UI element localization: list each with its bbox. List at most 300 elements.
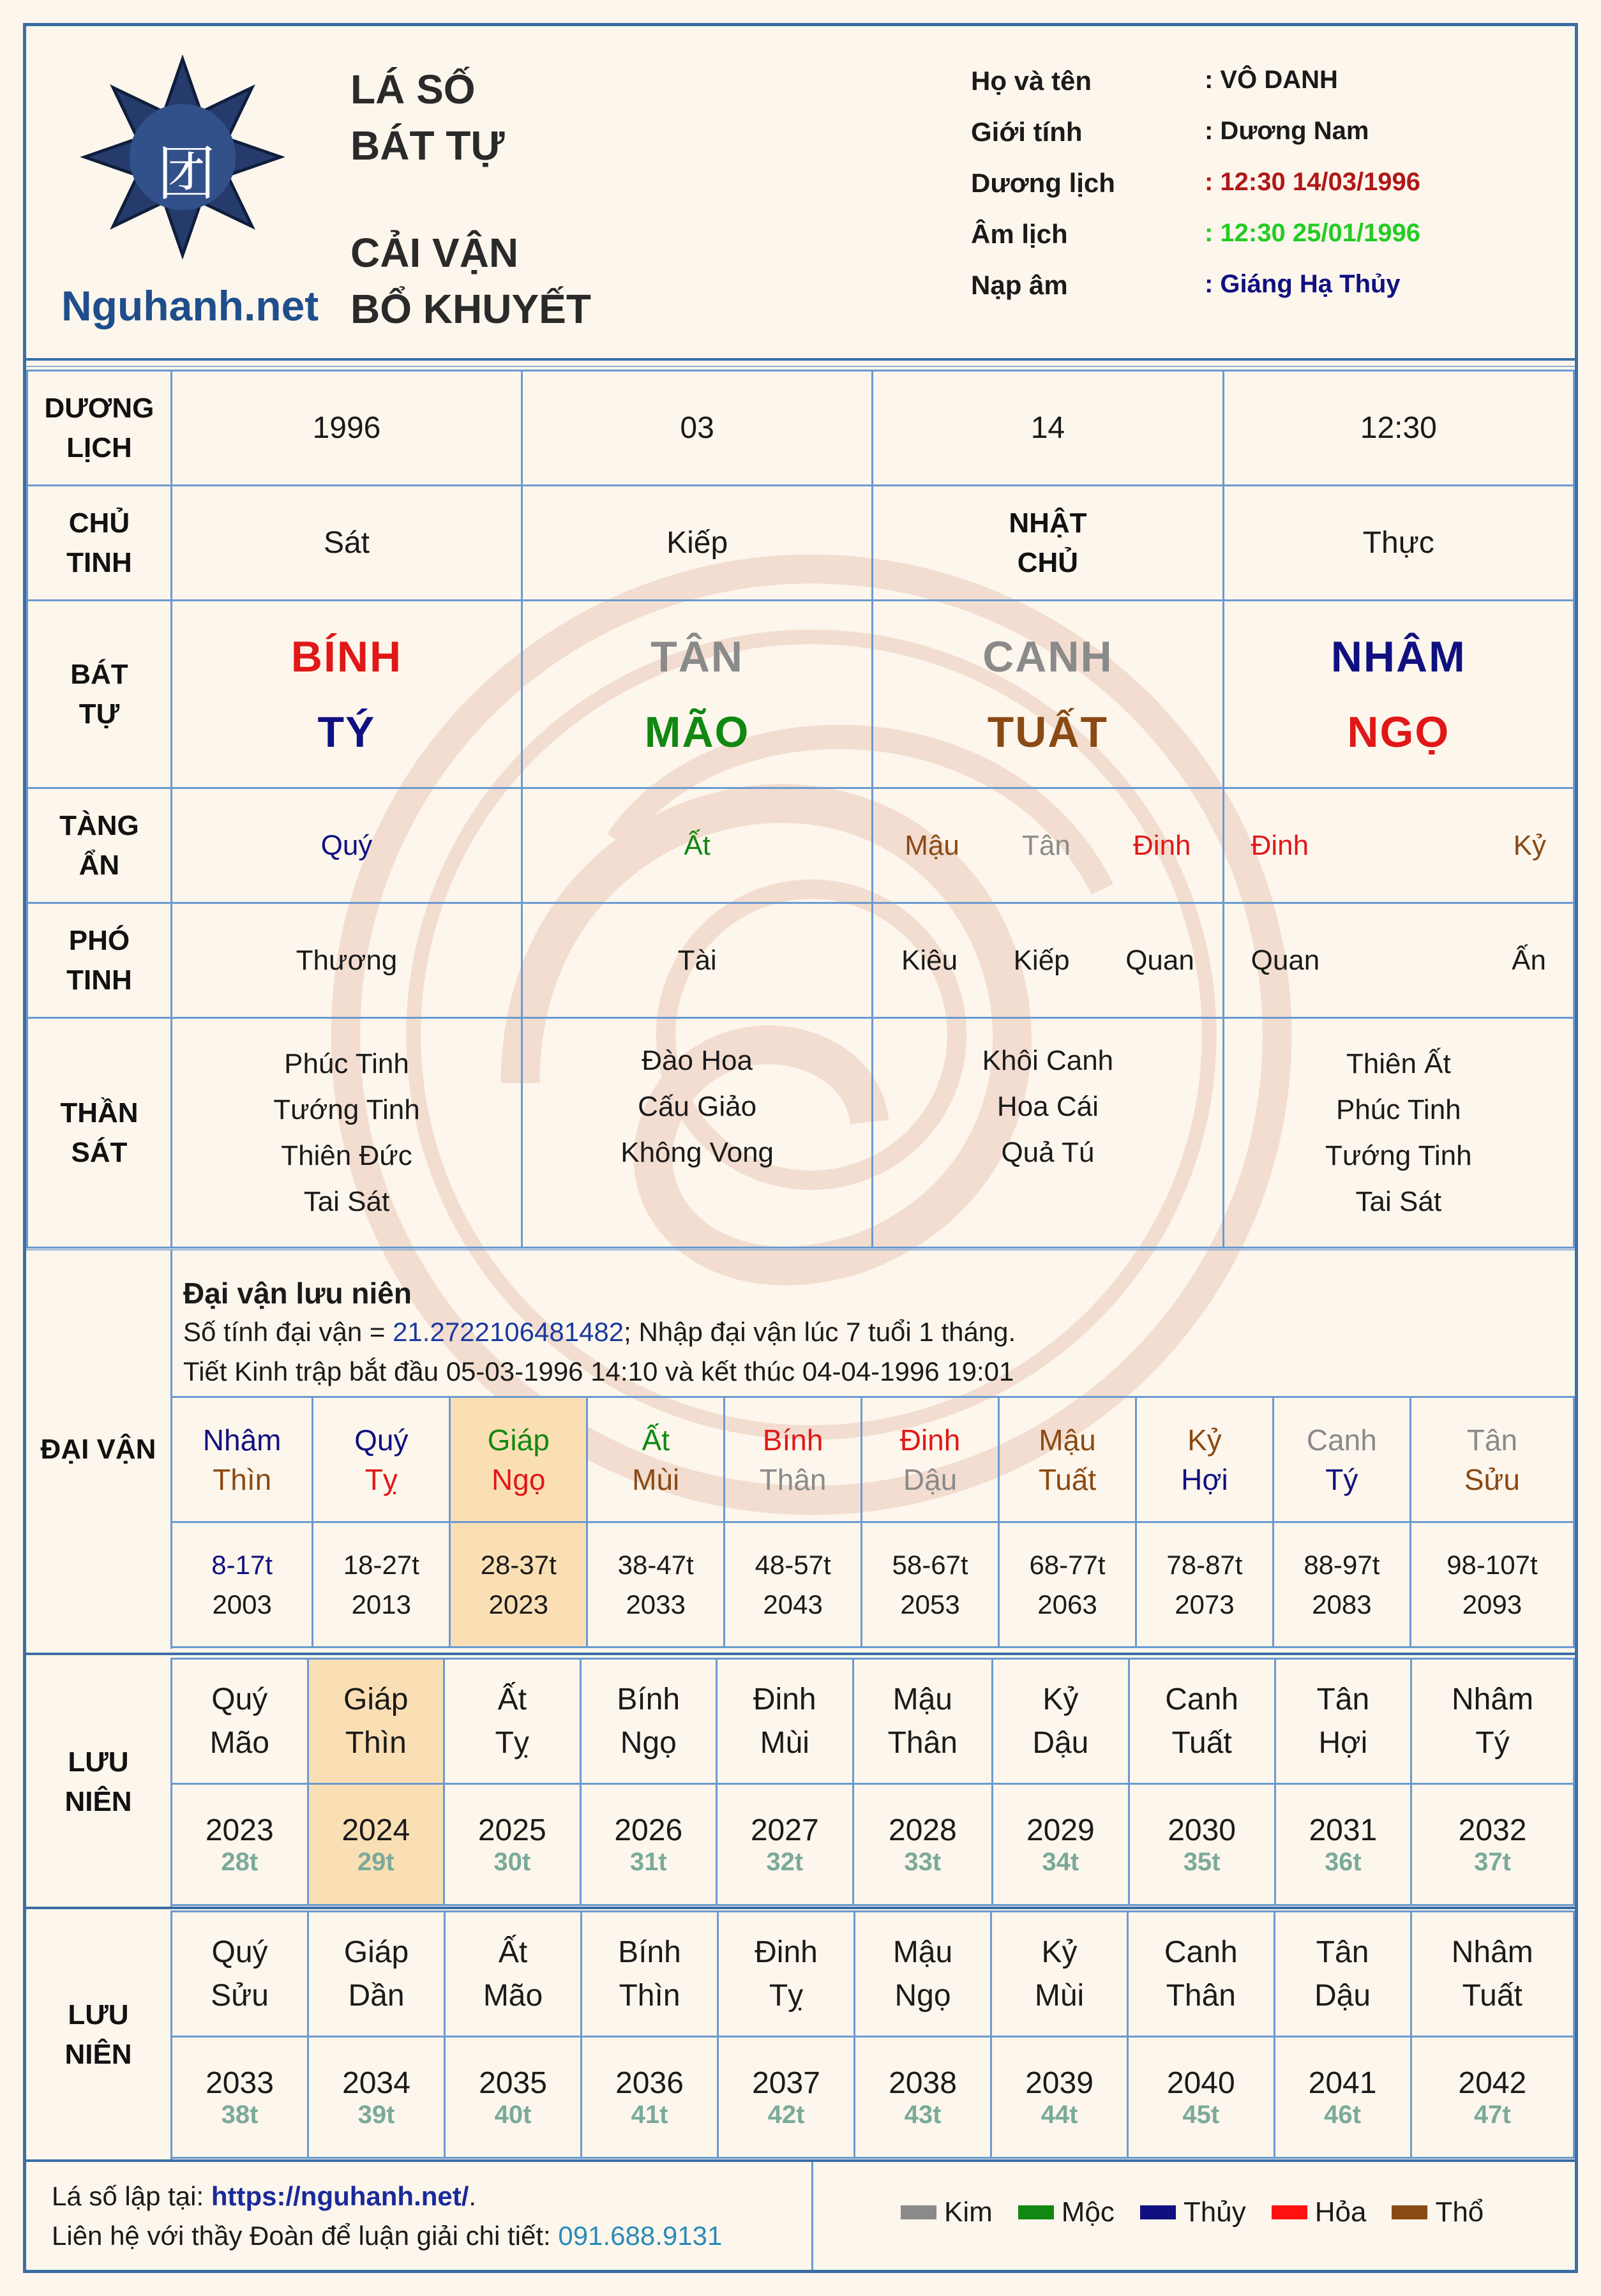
site-logo-text: Nguhanh.net xyxy=(61,282,319,329)
legend-label: Mộc xyxy=(1061,2196,1115,2228)
ln-year: 2039 xyxy=(1025,2066,1094,2100)
dai-van-pillar xyxy=(587,1397,725,1522)
ln-stem: Nhâm xyxy=(1452,1682,1534,1716)
than-sat-item: Quả Tú xyxy=(1001,1137,1095,1168)
ln-stem: Canh xyxy=(1164,1935,1238,1969)
pho-tinh-month: Tài xyxy=(522,903,873,1018)
ln-pillar xyxy=(1129,1659,1275,1784)
row-head-line: ẨN xyxy=(79,849,120,881)
dai-van-line-1-suffix: ; Nhập đại vận lúc 7 tuổi 1 tháng. xyxy=(624,1317,1016,1347)
dv-year: 2033 xyxy=(626,1589,686,1619)
luu-nien-divider xyxy=(26,1907,1575,1909)
than-sat-day xyxy=(873,1018,1223,1248)
ln-pillar xyxy=(718,1912,855,2037)
dv-branch: Tý xyxy=(1325,1462,1358,1496)
legend-swatch xyxy=(901,2205,936,2219)
than-sat-item: Phúc Tinh xyxy=(1335,1093,1461,1125)
legend-hoa xyxy=(1272,2196,1367,2228)
ln-pillar xyxy=(308,1912,445,2037)
ln-stem: Tân xyxy=(1316,1935,1369,1969)
tang-an-day xyxy=(873,788,1223,903)
ln-pillar xyxy=(1128,1912,1275,2037)
ln-stem: Quý xyxy=(211,1935,268,1969)
legend-moc xyxy=(1018,2196,1115,2228)
ln-pillar xyxy=(1411,1659,1574,1784)
dv-ages: 18-27t xyxy=(343,1549,419,1580)
ln-year-cell xyxy=(855,2037,991,2158)
dai-van-number: 21.2722106481482 xyxy=(393,1317,624,1347)
luu-nien-stem-row xyxy=(172,1659,1574,1784)
luu-nien-label-line: NIÊN xyxy=(64,2039,132,2070)
dai-van-pillar xyxy=(313,1397,450,1522)
header xyxy=(26,26,1575,363)
dai-van-age xyxy=(725,1522,862,1647)
dai-van-age xyxy=(1136,1522,1273,1647)
dai-van-divider xyxy=(26,1653,1575,1655)
row-head-line: PHÓ xyxy=(68,924,130,956)
ln-pillar xyxy=(993,1659,1129,1784)
dai-van-age xyxy=(1410,1522,1574,1647)
ln-age: 33t xyxy=(904,1847,942,1876)
dv-year: 2023 xyxy=(488,1589,548,1619)
footer-made-at xyxy=(52,2181,476,2212)
nhat-chu-label xyxy=(873,486,1223,601)
dv-ages: 58-67t xyxy=(892,1549,968,1580)
luu-nien-table-2 xyxy=(170,1910,1575,2159)
tang-an-hour-item: Đinh xyxy=(1251,829,1309,861)
ln-branch: Tỵ xyxy=(495,1725,529,1760)
luu-nien-head-cell-2 xyxy=(26,1910,172,2159)
luu-nien-label xyxy=(64,1743,132,1822)
luu-nien-head-cell xyxy=(26,1658,172,1907)
ln-year-cell xyxy=(991,2037,1128,2158)
ln-age: 36t xyxy=(1324,1847,1362,1876)
ln-year: 2029 xyxy=(1026,1813,1095,1847)
dv-branch: Thìn xyxy=(213,1462,272,1496)
footer-site-link[interactable]: https://nguhanh.net/ xyxy=(211,2181,469,2211)
info-label-gender: Giới tính xyxy=(971,117,1083,147)
dv-ages: 78-87t xyxy=(1166,1549,1243,1580)
dai-van-pillar xyxy=(999,1397,1136,1522)
ln-year-cell xyxy=(582,2037,718,2158)
luu-nien-year-row xyxy=(172,2037,1574,2158)
pillar-hour xyxy=(1223,601,1574,788)
row-head-chu-tinh xyxy=(27,486,172,601)
chu-tinh-hour: Thực xyxy=(1223,486,1574,601)
ln-pillar xyxy=(580,1659,717,1784)
ln-year-cell xyxy=(1274,2037,1411,2158)
row-head-tang-an xyxy=(27,788,172,903)
ln-year-cell xyxy=(172,2037,308,2158)
dv-year: 2083 xyxy=(1312,1589,1372,1619)
dv-ages: 68-77t xyxy=(1029,1549,1106,1580)
ln-year: 2034 xyxy=(342,2066,410,2100)
than-sat-item: Phúc Tinh xyxy=(284,1047,409,1079)
row-than-sat xyxy=(27,1018,1574,1248)
dv-year: 2093 xyxy=(1462,1589,1522,1619)
ln-age: 46t xyxy=(1324,2100,1361,2129)
ln-age: 40t xyxy=(494,2100,532,2129)
ln-pillar xyxy=(991,1912,1128,2037)
than-sat-item: Tai Sát xyxy=(303,1185,390,1217)
dai-van-label: ĐẠI VẬN xyxy=(40,1434,156,1465)
luu-nien-year-row xyxy=(172,1784,1574,1905)
horoscope-sheet xyxy=(23,23,1578,2273)
ln-year: 2035 xyxy=(479,2066,547,2100)
ln-stem: Bính xyxy=(617,1682,680,1716)
row-duong-lich xyxy=(27,371,1574,486)
ln-age: 30t xyxy=(493,1847,531,1876)
ln-year-cell xyxy=(1129,1784,1275,1905)
dai-van-stem-row xyxy=(172,1397,1574,1522)
ln-stem: Bính xyxy=(618,1935,681,1969)
row-head-line: SÁT xyxy=(71,1136,128,1168)
ln-age: 39t xyxy=(357,2100,395,2129)
than-sat-item: Tướng Tinh xyxy=(1325,1139,1472,1171)
dv-stem: Ất xyxy=(642,1423,670,1457)
ln-branch: Dậu xyxy=(1314,1978,1371,2013)
footer-made-at-end: . xyxy=(469,2181,477,2211)
ln-year: 2041 xyxy=(1308,2066,1377,2100)
info-value-napam: : Giáng Hạ Thủy xyxy=(1205,270,1401,298)
branch-day: TUẤT xyxy=(987,707,1109,756)
than-sat-item: Tướng Tinh xyxy=(273,1093,420,1125)
ln-stem: Nhâm xyxy=(1451,1935,1533,1969)
dv-stem: Giáp xyxy=(487,1423,550,1457)
ln-year-cell xyxy=(1275,1784,1411,1905)
ln-pillar xyxy=(1411,1912,1574,2037)
dv-year: 2063 xyxy=(1037,1589,1097,1619)
dv-stem: Nhâm xyxy=(202,1423,282,1457)
ln-stem: Đinh xyxy=(755,1935,818,1969)
header-divider xyxy=(26,358,1575,361)
than-sat-item: Thiên Ất xyxy=(1346,1047,1451,1079)
footer-contact-label: Liên hệ với thầy Đoàn để luận giải chi tiết: xyxy=(52,2221,559,2251)
dai-van-pillar xyxy=(1410,1397,1574,1522)
pho-tinh-hour-list xyxy=(1224,938,1573,984)
dai-van-table xyxy=(170,1396,1575,1648)
tang-an-month: Ất xyxy=(522,788,873,903)
row-head-bat-tu xyxy=(27,601,172,788)
ln-age: 31t xyxy=(629,1847,667,1876)
legend-label: Thủy xyxy=(1183,2196,1246,2228)
dai-van-pillar xyxy=(1136,1397,1273,1522)
legend-swatch xyxy=(1392,2205,1427,2219)
info-value-name: : VÔ DANH xyxy=(1205,66,1338,94)
footer-split xyxy=(811,2162,813,2270)
dv-branch: Hợi xyxy=(1181,1462,1228,1496)
dai-van-pillar-current xyxy=(450,1397,587,1522)
logo-glyph: 团 xyxy=(157,140,216,208)
dai-van-title: Đại vận lưu niên xyxy=(183,1277,412,1310)
ln-year-cell xyxy=(172,1784,308,1905)
element-legend xyxy=(901,2196,1484,2228)
pillars-table xyxy=(26,370,1575,1249)
ln-year-cell xyxy=(993,1784,1129,1905)
tang-an-day-list xyxy=(873,823,1222,869)
ln-year-cell xyxy=(717,1784,853,1905)
info-value-gender: : Dương Nam xyxy=(1205,117,1369,145)
ln-pillar xyxy=(1274,1912,1411,2037)
row-chu-tinh xyxy=(27,486,1574,601)
dai-van-age xyxy=(313,1522,450,1647)
legend-thuy xyxy=(1140,2196,1246,2228)
tang-an-hour xyxy=(1223,788,1574,903)
row-head-line: TINH xyxy=(66,964,132,996)
ln-age: 43t xyxy=(904,2100,942,2129)
ln-branch: Tý xyxy=(1475,1725,1510,1760)
ln-pillar xyxy=(582,1912,718,2037)
stem-hour: NHÂM xyxy=(1330,632,1466,681)
than-sat-item: Khôi Canh xyxy=(982,1045,1114,1076)
than-sat-item: Hoa Cái xyxy=(996,1091,1099,1122)
ln-year: 2042 xyxy=(1458,2066,1527,2100)
ln-branch: Tuất xyxy=(1171,1725,1232,1760)
row-head-line: CHỦ xyxy=(68,507,130,539)
dai-van-line-1-prefix: Số tính đại vận = xyxy=(183,1317,393,1347)
dv-branch: Dậu xyxy=(903,1462,958,1496)
ln-branch: Mùi xyxy=(760,1725,809,1760)
dai-van-age-current xyxy=(450,1522,587,1647)
ln-year-cell xyxy=(580,1784,717,1905)
ln-pillar xyxy=(444,1659,581,1784)
chu-tinh-month: Kiếp xyxy=(522,486,873,601)
ln-stem: Đinh xyxy=(753,1682,816,1716)
row-tang-an xyxy=(27,788,1574,903)
chu-tinh-year: Sát xyxy=(171,486,522,601)
pho-tinh-day-list xyxy=(873,938,1222,984)
nhat-chu-line: CHỦ xyxy=(1017,546,1079,578)
ln-stem: Mậu xyxy=(892,1935,953,1969)
ln-stem: Canh xyxy=(1165,1682,1238,1716)
ln-age: 37t xyxy=(1474,1847,1511,1876)
pho-tinh-day xyxy=(873,903,1223,1018)
tang-an-day-item: Mậu xyxy=(905,829,959,861)
duong-lich-day: 14 xyxy=(873,371,1223,486)
row-head-line: DƯƠNG xyxy=(44,392,154,424)
row-head-pho-tinh xyxy=(27,903,172,1018)
tang-an-hour-item: Kỷ xyxy=(1513,829,1546,861)
ln-branch: Ngọ xyxy=(894,1978,951,2013)
footer-made-at-label: Lá số lập tại: xyxy=(52,2181,211,2211)
dai-van-pillar xyxy=(862,1397,999,1522)
ln-stem: Kỷ xyxy=(1041,1935,1078,1969)
row-bat-tu xyxy=(27,601,1574,788)
ln-stem: Ất xyxy=(498,1935,528,1969)
than-sat-year xyxy=(171,1018,522,1248)
than-sat-hour xyxy=(1223,1018,1574,1248)
ln-age: 47t xyxy=(1473,2100,1511,2129)
ln-year: 2025 xyxy=(477,1813,546,1847)
dv-stem: Bính xyxy=(762,1423,823,1457)
dv-stem: Kỷ xyxy=(1187,1423,1222,1457)
dv-year: 2003 xyxy=(212,1589,272,1619)
legend-label: Kim xyxy=(944,2196,993,2228)
legend-label: Thổ xyxy=(1435,2196,1484,2228)
footer-divider xyxy=(26,2159,1575,2162)
row-head-duong-lich xyxy=(27,371,172,486)
ln-age: 28t xyxy=(221,1847,259,1876)
ln-stem: Giáp xyxy=(343,1682,409,1716)
dv-ages: 48-57t xyxy=(755,1549,831,1580)
ln-year: 2023 xyxy=(205,1813,274,1847)
ln-branch: Tuất xyxy=(1462,1978,1522,2013)
row-head-line: TỰ xyxy=(79,698,120,730)
than-sat-item: Tai Sát xyxy=(1355,1185,1442,1217)
legend-swatch xyxy=(1272,2205,1307,2219)
info-value-lunar: : 12:30 25/01/1996 xyxy=(1205,219,1421,247)
dv-ages: 98-107t xyxy=(1447,1549,1538,1580)
ln-branch: Sửu xyxy=(211,1978,269,2013)
dv-branch: Thân xyxy=(759,1462,827,1496)
ln-year: 2030 xyxy=(1168,1813,1236,1847)
ln-pillar xyxy=(717,1659,853,1784)
legend-tho xyxy=(1392,2196,1484,2228)
ln-year: 2038 xyxy=(889,2066,957,2100)
footer-contact xyxy=(52,2221,722,2251)
ln-year-cell xyxy=(718,2037,855,2158)
ln-pillar xyxy=(853,1659,993,1784)
pillar-year xyxy=(171,601,522,788)
ln-branch: Mão xyxy=(483,1978,543,2013)
dv-ages: 38-47t xyxy=(617,1549,694,1580)
ln-branch: Ngọ xyxy=(620,1725,677,1760)
ln-year-cell xyxy=(853,1784,993,1905)
ln-age: 45t xyxy=(1182,2100,1220,2129)
luu-nien-label-line: NIÊN xyxy=(64,1786,132,1817)
pho-tinh-day-item: Quan xyxy=(1125,944,1194,976)
dai-van-age xyxy=(587,1522,725,1647)
row-head-line: TÀNG xyxy=(59,809,139,841)
title-line-4: BỔ KHUYẾT xyxy=(350,286,591,332)
dv-year: 2043 xyxy=(763,1589,823,1619)
ln-age: 35t xyxy=(1183,1847,1221,1876)
dv-branch: Ngọ xyxy=(492,1462,546,1496)
than-sat-item: Không Vong xyxy=(620,1137,774,1168)
ln-branch: Mão xyxy=(209,1725,269,1760)
info-label-name: Họ và tên xyxy=(971,66,1092,96)
dai-van-head-cell xyxy=(26,1250,172,1649)
pho-tinh-year: Thương xyxy=(171,903,522,1018)
pho-tinh-day-item: Kiếp xyxy=(1013,944,1070,976)
dai-van-line-2: Tiết Kinh trập bắt đầu 05-03-1996 14:10 và kết thúc 04-04-1996 19:01 xyxy=(183,1356,1014,1386)
ln-age: 34t xyxy=(1042,1847,1079,1876)
ln-stem: Giáp xyxy=(343,1935,409,1969)
ln-year-cell xyxy=(1411,1784,1574,1905)
legend-kim xyxy=(901,2196,993,2228)
ln-age: 41t xyxy=(631,2100,668,2129)
info-label-solar: Dương lịch xyxy=(971,168,1115,198)
duong-lich-hour: 12:30 xyxy=(1223,371,1574,486)
title-line-3: CẢI VẬN xyxy=(350,230,519,276)
ln-pillar xyxy=(445,1912,582,2037)
luu-nien-section-2 xyxy=(26,1910,1575,2159)
dai-van-pillar xyxy=(725,1397,862,1522)
ln-year: 2033 xyxy=(206,2066,274,2100)
ln-age: 44t xyxy=(1041,2100,1078,2129)
ln-year: 2028 xyxy=(888,1813,957,1847)
ln-year-cell xyxy=(1411,2037,1574,2158)
ln-year-cell xyxy=(1128,2037,1275,2158)
pho-tinh-hour xyxy=(1223,903,1574,1018)
tang-an-year: Quý xyxy=(171,788,522,903)
ln-year: 2036 xyxy=(615,2066,684,2100)
ln-branch: Thân xyxy=(1166,1978,1236,2013)
title-line-2: BÁT TỰ xyxy=(350,123,505,169)
nhat-chu-line: NHẬT xyxy=(1009,507,1087,539)
ln-branch: Dần xyxy=(348,1978,405,2013)
row-head-line: THẦN xyxy=(60,1097,139,1129)
legend-label: Hỏa xyxy=(1314,2196,1367,2228)
ln-pillar xyxy=(1275,1659,1411,1784)
luu-nien-label-line: LƯU xyxy=(68,1746,129,1778)
ln-year: 2024 xyxy=(342,1813,410,1847)
pho-tinh-hour-item: Ấn xyxy=(1512,944,1546,976)
dv-ages: 28-37t xyxy=(480,1549,557,1580)
tang-an-hour-list xyxy=(1224,823,1573,869)
ln-year-cell-current xyxy=(308,1784,444,1905)
row-head-line: LỊCH xyxy=(66,431,132,463)
ln-age: 32t xyxy=(766,1847,804,1876)
row-head-line: TINH xyxy=(66,546,132,578)
ln-age: 29t xyxy=(357,1847,395,1876)
luu-nien-stem-row xyxy=(172,1912,1574,2037)
dai-van-age xyxy=(172,1522,313,1647)
ln-year-cell xyxy=(444,1784,581,1905)
ln-year-cell xyxy=(445,2037,582,2158)
dai-van-age-row xyxy=(172,1522,1574,1647)
ln-branch: Thân xyxy=(887,1725,958,1760)
ln-branch: Hợi xyxy=(1318,1725,1368,1760)
dai-van-age xyxy=(862,1522,999,1647)
footer-phone[interactable]: 091.688.9131 xyxy=(558,2221,723,2251)
stem-month: TÂN xyxy=(650,632,744,681)
dv-ages: 88-97t xyxy=(1304,1549,1380,1580)
dv-year: 2013 xyxy=(351,1589,412,1619)
dv-branch: Tỵ xyxy=(365,1462,398,1496)
dv-stem: Mậu xyxy=(1039,1423,1096,1457)
stem-day: CANH xyxy=(982,632,1113,681)
than-sat-item: Đào Hoa xyxy=(642,1045,753,1076)
branch-hour: NGỌ xyxy=(1347,707,1450,756)
pillar-day xyxy=(873,601,1223,788)
ln-age: 38t xyxy=(221,2100,259,2129)
ln-age: 42t xyxy=(767,2100,805,2129)
ln-stem: Kỷ xyxy=(1042,1682,1079,1716)
luu-nien-table-1 xyxy=(170,1658,1575,1906)
stem-year: BÍNH xyxy=(290,632,403,681)
ln-pillar-current xyxy=(308,1659,444,1784)
ln-pillar xyxy=(855,1912,991,2037)
dv-stem: Tân xyxy=(1466,1423,1518,1457)
dai-van-age xyxy=(1273,1522,1410,1647)
pillar-month xyxy=(522,601,873,788)
legend-swatch xyxy=(1140,2205,1176,2219)
dv-stem: Canh xyxy=(1306,1423,1377,1457)
info-label-napam: Nạp âm xyxy=(971,270,1068,300)
ln-stem: Quý xyxy=(211,1682,268,1716)
than-sat-item: Thiên Đức xyxy=(281,1139,412,1171)
dai-van-age xyxy=(999,1522,1136,1647)
dv-branch: Tuất xyxy=(1038,1462,1097,1496)
ln-branch: Mùi xyxy=(1034,1978,1085,2013)
ln-stem: Mậu xyxy=(892,1682,952,1716)
title-line-1: LÁ SỐ xyxy=(350,66,476,112)
row-pho-tinh xyxy=(27,903,1574,1018)
luu-nien-label-line: LƯU xyxy=(68,1999,129,2030)
ln-year: 2037 xyxy=(752,2066,820,2100)
dai-van-section xyxy=(26,1250,1575,1653)
